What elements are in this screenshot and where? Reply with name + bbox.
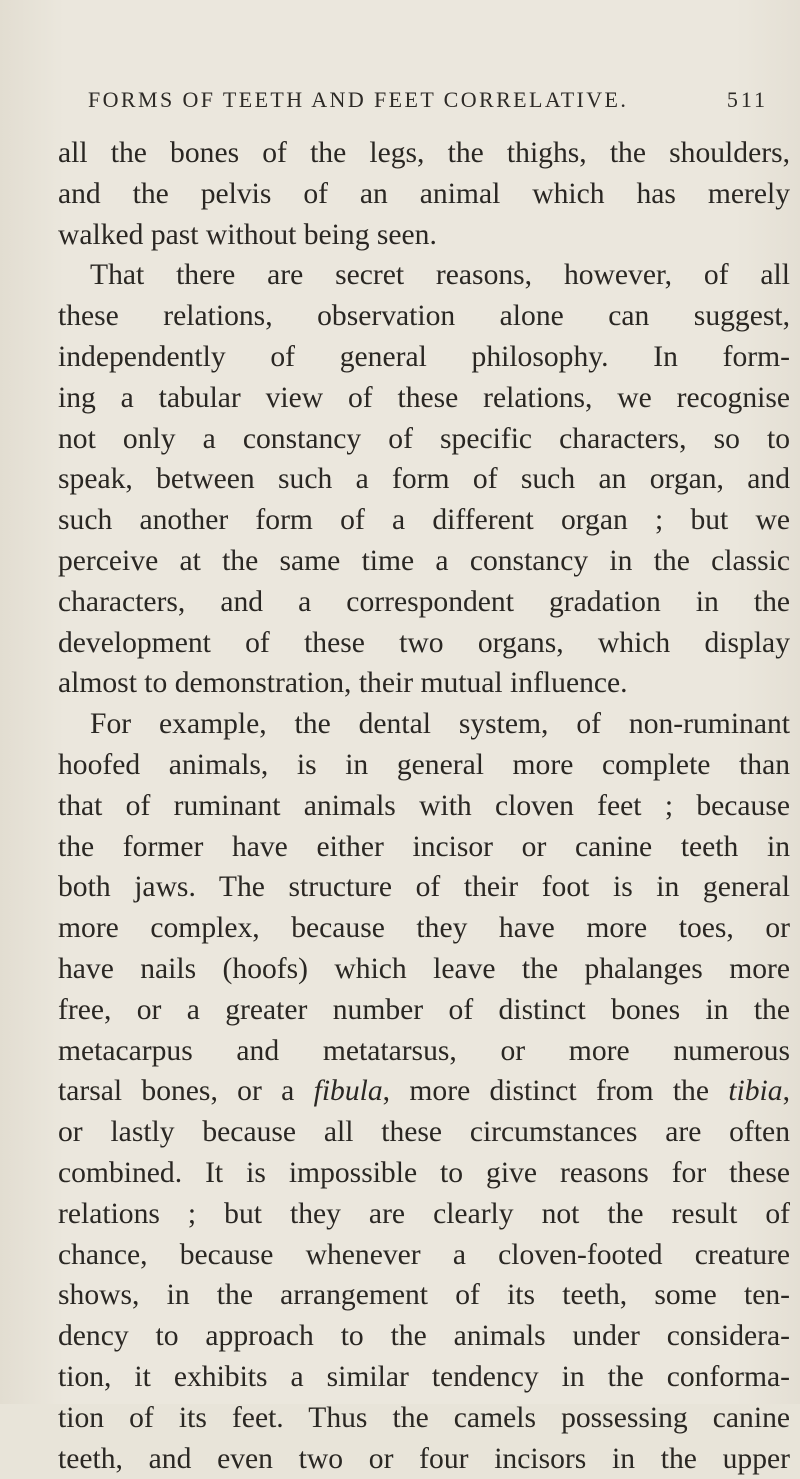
body-text [58,133,790,1479]
text-line: development of these two organs, which display [58,623,790,664]
text-line: not only a constancy of specific characters, so to [58,419,790,460]
text-line: such another form of a different organ ; but we [58,500,790,541]
text-line: characters, and a correspondent gradation in the [58,582,790,623]
text-line: For example, the dental system, of non-ruminant [58,704,790,745]
text-line-mixed [58,1071,790,1112]
italic-term-tibia: tibia [728,1075,782,1107]
text-line: perceive at the same time a constancy in the classic [58,541,790,582]
text-line: tion, it exhibits a similar tendency in the conforma- [58,1357,790,1398]
text-line: that of ruminant animals with cloven feet ; because [58,786,790,827]
running-head-title: FORMS OF TEETH AND FEET CORRELATIVE. [88,87,628,113]
italic-term-fibula: fibula [314,1075,383,1107]
text-line: have nails (hoofs) which leave the phalanges more [58,949,790,990]
running-head [88,80,768,120]
text-segment: , [783,1075,790,1107]
text-line: That there are secret reasons, however, of all [58,255,790,296]
text-segment: tarsal bones, or a [58,1075,294,1107]
text-line: metacarpus and metatarsus, or more numerous [58,1031,790,1072]
text-line: both jaws. The structure of their foot is in general [58,867,790,908]
text-line: relations ; but they are clearly not the result of [58,1194,790,1235]
text-segment: , more distinct from the [383,1075,709,1107]
text-line: shows, in the arrangement of its teeth, some ten- [58,1275,790,1316]
text-line: and the pelvis of an animal which has merely [58,174,790,215]
text-line: free, or a greater number of distinct bones in the [58,990,790,1031]
text-line: teeth, and even two or four incisors in the upper [58,1439,790,1479]
text-line: almost to demonstration, their mutual influence. [58,663,790,704]
text-line: chance, because whenever a cloven-footed creature [58,1235,790,1276]
page-number: 511 [727,87,768,113]
text-line: the former have either incisor or canine teeth in [58,827,790,868]
text-line: independently of general philosophy. In form- [58,337,790,378]
text-line: combined. It is impossible to give reasons for these [58,1153,790,1194]
text-line: all the bones of the legs, the thighs, the shoulders, [58,133,790,174]
text-line: hoofed animals, is in general more complete than [58,745,790,786]
text-line: these relations, observation alone can suggest, [58,296,790,337]
text-line: walked past without being seen. [58,215,790,256]
text-line: dency to approach to the animals under considera- [58,1316,790,1357]
text-line: ing a tabular view of these relations, we recognise [58,378,790,419]
text-line: speak, between such a form of such an organ, and [58,459,790,500]
text-line: tion of its feet. Thus the camels possessing canine [58,1398,790,1439]
text-line: more complex, because they have more toes, or [58,908,790,949]
text-line: or lastly because all these circumstances are often [58,1112,790,1153]
